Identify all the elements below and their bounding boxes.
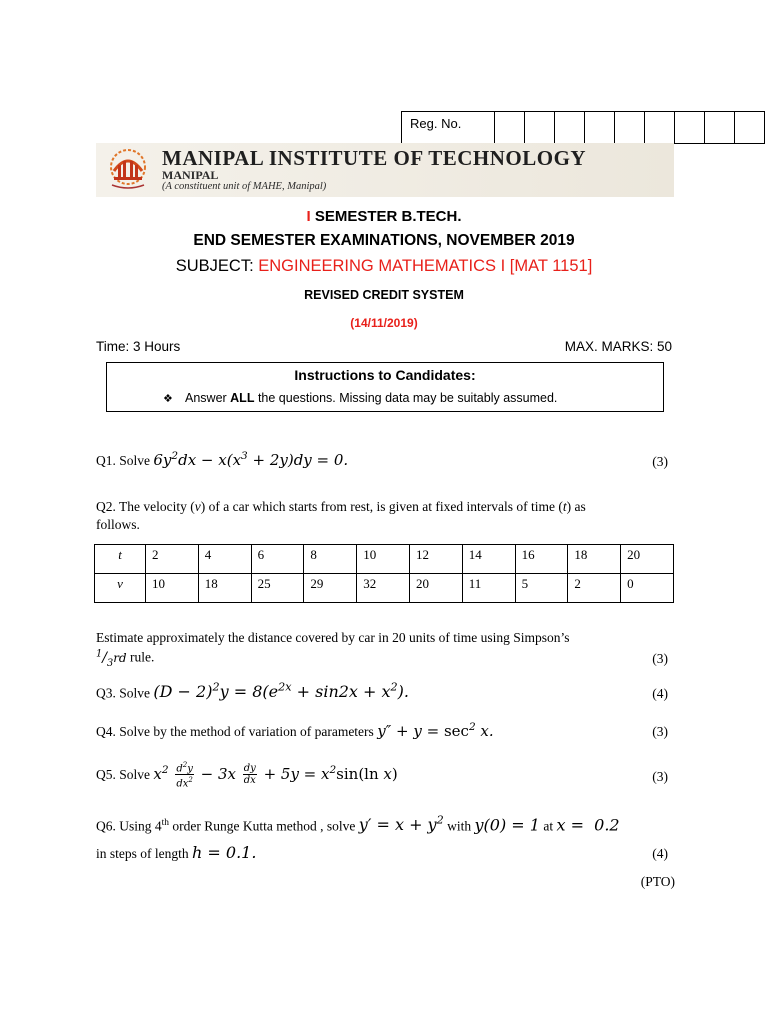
d2y-dx2-fraction: $\frac{d^2y}{dx^2}$ bbox=[176, 761, 193, 790]
table-cell: 32 bbox=[357, 574, 410, 603]
question-label: Q6. Using 4 bbox=[96, 818, 162, 834]
diamond-bullet-icon: ❖ bbox=[163, 393, 173, 405]
table-cell: 10 bbox=[357, 545, 410, 574]
q6-target-x: x = 0.2 bbox=[556, 815, 620, 835]
reg-no-cell bbox=[525, 112, 555, 143]
mit-emblem-icon bbox=[104, 147, 152, 193]
table-header-t: t bbox=[95, 545, 146, 574]
var-t: t bbox=[562, 499, 567, 514]
exam-time: Time: 3 Hours bbox=[96, 339, 181, 354]
question-2-line-1 bbox=[96, 499, 586, 515]
question-5 bbox=[96, 760, 398, 790]
table-row bbox=[95, 574, 674, 603]
instruction-text: Answer bbox=[185, 391, 231, 405]
credit-system: REVISED CREDIT SYSTEM bbox=[304, 288, 464, 302]
question-1 bbox=[96, 450, 348, 469]
table-cell: 10 bbox=[146, 574, 199, 603]
question-4 bbox=[96, 721, 494, 740]
reg-no-label: Reg. No. bbox=[402, 112, 495, 143]
question-6-line-2 bbox=[96, 843, 256, 862]
instruction-emphasis: ALL bbox=[230, 391, 255, 405]
table-cell: 11 bbox=[462, 574, 515, 603]
q6-step-size: h = 0.1. bbox=[192, 843, 257, 862]
table-cell: 12 bbox=[409, 545, 462, 574]
instruction-text: the questions. Missing data may be suitably assumed. bbox=[254, 391, 558, 405]
one-third-fraction: $^1/_3rd$ bbox=[96, 648, 127, 669]
table-cell: 4 bbox=[198, 545, 251, 574]
instructions-box bbox=[106, 362, 664, 412]
table-cell: 16 bbox=[515, 545, 568, 574]
question-2-rule-line bbox=[96, 648, 154, 668]
question-4-marks: (3) bbox=[652, 724, 668, 739]
table-cell: 18 bbox=[568, 545, 621, 574]
question-6-line-1 bbox=[96, 814, 620, 834]
reg-no-cell bbox=[555, 112, 585, 143]
var-v: v bbox=[194, 499, 201, 514]
table-cell: 25 bbox=[251, 574, 304, 603]
reg-no-cell bbox=[585, 112, 615, 143]
question-1-marks: (3) bbox=[652, 454, 668, 469]
question-2-estimate-line: Estimate approximately the distance covered by car in 20 units of time using Simpson’s bbox=[96, 630, 570, 645]
table-cell: 2 bbox=[146, 545, 199, 574]
question-text: Q2. The velocity ( bbox=[96, 499, 195, 514]
table-cell: 6 bbox=[251, 545, 304, 574]
table-cell: 29 bbox=[304, 574, 357, 603]
table-cell: 20 bbox=[409, 574, 462, 603]
table-cell: 0 bbox=[621, 574, 674, 603]
question-text: ) as bbox=[566, 499, 586, 514]
q6-initial-condition: y(0) = 1 bbox=[474, 815, 540, 835]
institute-constituent-note: (A constituent unit of MAHE, Manipal) bbox=[162, 181, 327, 192]
q5-equation: $x^2$ $\frac{d^2y}{dx^2}$ − 3x $\frac{dy}{dx}$ + $5y = x^2\sin(\ln$ x) bbox=[153, 761, 398, 790]
semester-number: I bbox=[306, 208, 311, 225]
semester-text: SEMESTER B.TECH. bbox=[310, 208, 462, 225]
question-3-marks: (4) bbox=[652, 686, 668, 701]
semester-line bbox=[0, 208, 768, 225]
question-text: ) of a car which starts from rest, is given at fixed intervals of time ( bbox=[200, 499, 563, 514]
ordinal-suffix: th bbox=[161, 817, 169, 828]
reg-no-cell bbox=[645, 112, 675, 143]
reg-no-cell bbox=[705, 112, 735, 143]
reg-no-cell bbox=[495, 112, 525, 143]
table-row bbox=[95, 545, 674, 574]
exam-date: (14/11/2019) bbox=[350, 316, 418, 330]
table-header-v: v bbox=[95, 574, 146, 603]
table-cell: 8 bbox=[304, 545, 357, 574]
q1-equation: $6y^2dx - x(x^3 + 2y)dy = 0$. bbox=[153, 450, 349, 469]
question-2-marks: (3) bbox=[652, 651, 668, 666]
page-turn-over: (PTO) bbox=[640, 874, 675, 889]
reg-no-cell bbox=[675, 112, 705, 143]
instructions-title: Instructions to Candidates: bbox=[294, 367, 476, 383]
question-5-marks: (3) bbox=[652, 769, 668, 784]
max-marks: MAX. MARKS: 50 bbox=[564, 339, 672, 354]
question-text: in steps of length bbox=[96, 846, 192, 861]
institute-name: MANIPAL INSTITUTE OF TECHNOLOGY bbox=[162, 146, 587, 170]
subject-label: SUBJECT: bbox=[175, 257, 259, 275]
table-cell: 2 bbox=[568, 574, 621, 603]
exam-title: END SEMESTER EXAMINATIONS, NOVEMBER 2019 bbox=[193, 232, 575, 249]
question-label: Q4. Solve by the method of variation of parameters bbox=[96, 724, 378, 739]
velocity-time-table bbox=[94, 544, 674, 603]
question-text: order Runge Kutta method , solve bbox=[168, 818, 359, 834]
reg-no-cell bbox=[615, 112, 645, 143]
table-cell: 20 bbox=[621, 545, 674, 574]
question-label: Q5. Solve bbox=[96, 766, 154, 782]
table-cell: 5 bbox=[515, 574, 568, 603]
table-cell: 14 bbox=[462, 545, 515, 574]
dy-dx-fraction: $\frac{dy}{dx}$ bbox=[243, 763, 256, 787]
question-label: Q1. Solve bbox=[96, 453, 154, 468]
q4-equation: $y'' + y = \sec^2 x$. bbox=[377, 721, 494, 740]
question-3 bbox=[96, 681, 409, 701]
table-cell: 18 bbox=[198, 574, 251, 603]
q3-equation: $(D - 2)^2y = 8(e^{2x} + \sin 2x + x^2)$. bbox=[153, 681, 409, 702]
subject-name: ENGINEERING MATHEMATICS I [MAT 1151] bbox=[258, 257, 593, 275]
reg-no-box bbox=[401, 111, 765, 144]
question-2-line-2: follows. bbox=[96, 517, 140, 532]
question-text: with bbox=[443, 818, 475, 834]
subject-line bbox=[0, 257, 768, 276]
q6-ode: $y' = x + y^2$ bbox=[358, 814, 444, 835]
question-text: rule. bbox=[126, 649, 155, 665]
institute-logo-banner bbox=[96, 143, 674, 197]
reg-no-cell bbox=[735, 112, 764, 143]
question-6-marks: (4) bbox=[652, 846, 668, 861]
instruction-item bbox=[185, 391, 557, 405]
institute-location: MANIPAL bbox=[162, 168, 219, 182]
question-text: at bbox=[539, 818, 557, 834]
question-label: Q3. Solve bbox=[96, 685, 154, 701]
